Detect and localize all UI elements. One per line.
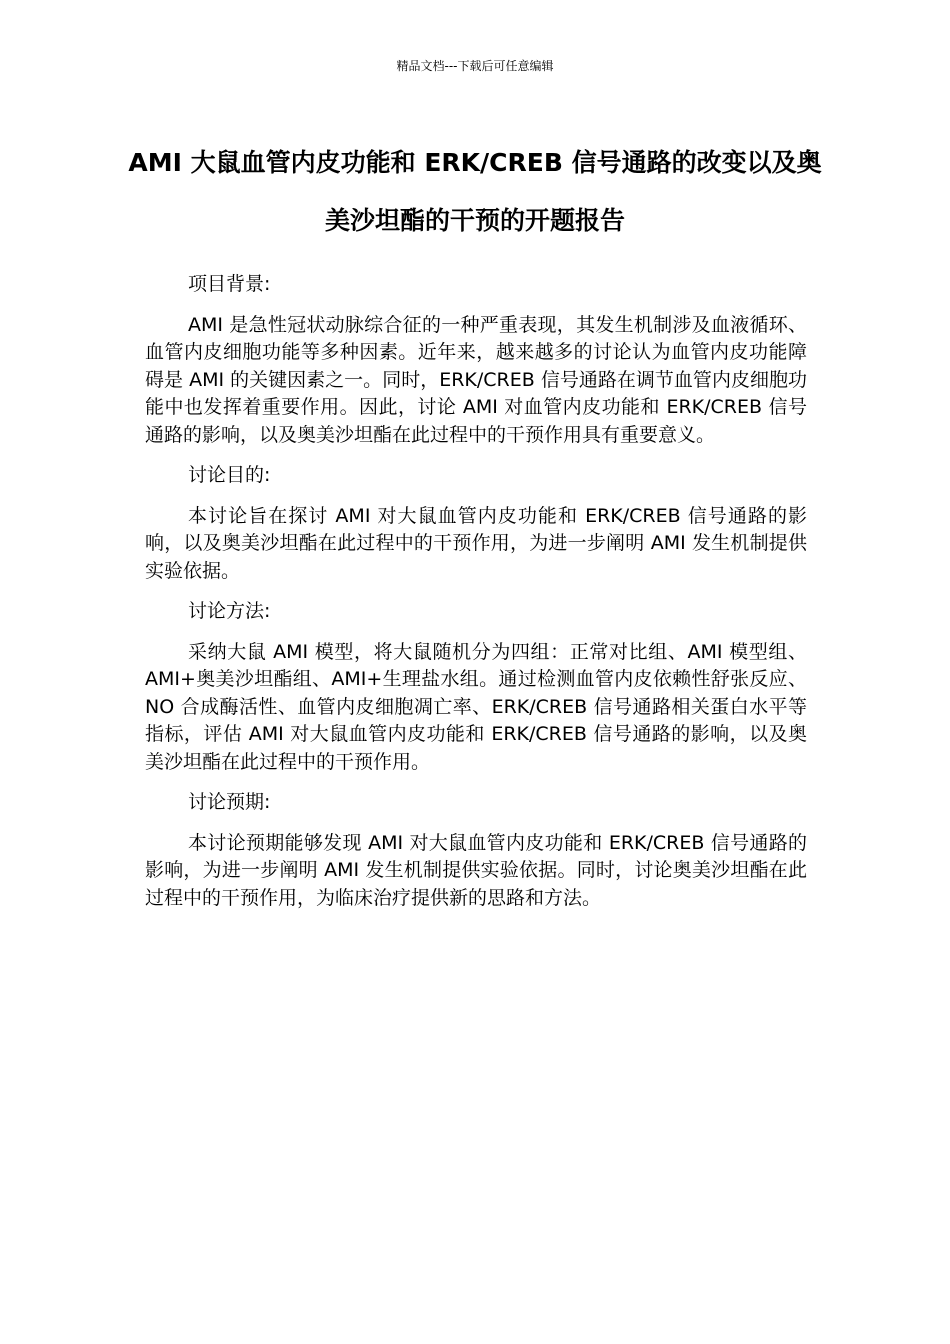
section-purpose	[145, 462, 807, 585]
document-title: AMI 大鼠血管内皮功能和 ERK/CREB 信号通路的改变以及奥美沙坦酯的干预的开题报告	[128, 148, 822, 235]
section-heading: 项目背景:	[188, 273, 271, 295]
section-background	[145, 271, 807, 449]
section-expectations	[145, 789, 807, 912]
section-heading: 讨论方法:	[188, 600, 271, 622]
document-body	[145, 271, 807, 925]
section-paragraph: AMI 是急性冠状动脉综合征的一种严重表现，其发生机制涉及血液循环、血管内皮细胞功能等多种因素。近年来，越来越多的讨论认为血管内皮功能障碍是 AMI 的关键因素之一。同时，ERK/CREB 信号通路在调节血管内皮细胞功能中也发挥着重要作用。因此，讨论 AMI 对血管内皮功能和 ERK/CREB 信号通路的影响，以及奥美沙坦酯在此过程中的干预作用具有重要意义。	[145, 313, 807, 446]
section-methods	[145, 598, 807, 776]
section-paragraph: 本讨论预期能够发现 AMI 对大鼠血管内皮功能和 ERK/CREB 信号通路的影响，为进一步阐明 AMI 发生机制提供实验依据。同时，讨论奥美沙坦酯在此过程中的干预作用，为临床治疗提供新的思路和方法。	[145, 831, 807, 909]
section-heading: 讨论预期:	[188, 791, 271, 813]
page-header: 精品文档---下载后可任意编辑	[396, 59, 554, 73]
section-paragraph: 采纳大鼠 AMI 模型，将大鼠随机分为四组：正常对比组、AMI 模型组、AMI+奥美沙坦酯组、AMI+生理盐水组。通过检测血管内皮依赖性舒张反应、NO 合成酶活性、血管内皮细胞凋亡率、ERK/CREB 信号通路相关蛋白水平等指标，评估 AMI 对大鼠血管内皮功能和 ERK/CREB 信号通路的影响，以及奥美沙坦酯在此过程中的干预作用。	[145, 640, 807, 773]
section-paragraph: 本讨论旨在探讨 AMI 对大鼠血管内皮功能和 ERK/CREB 信号通路的影响，以及奥美沙坦酯在此过程中的干预作用，为进一步阐明 AMI 发生机制提供实验依据。	[145, 504, 807, 582]
section-heading: 讨论目的:	[188, 464, 271, 486]
